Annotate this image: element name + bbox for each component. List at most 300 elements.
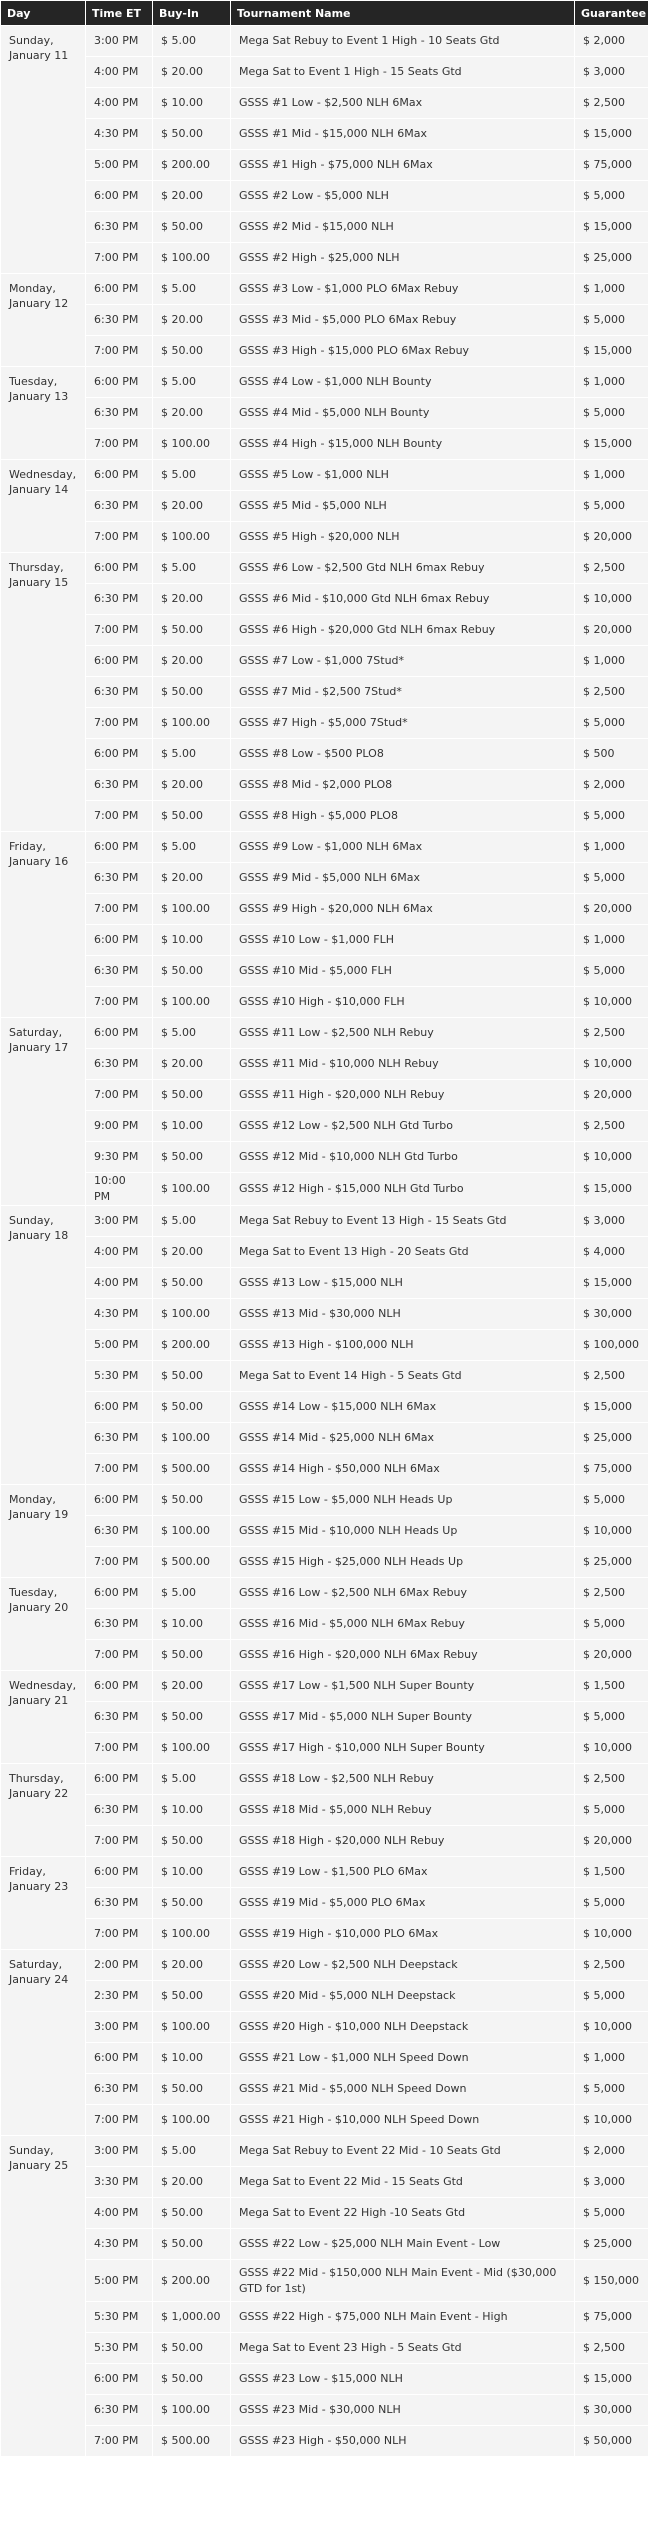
- cell-tournament-name: GSSS #3 Low - $1,000 PLO 6Max Rebuy: [231, 274, 575, 305]
- cell-buy-in: $ 100.00: [153, 243, 231, 274]
- cell-day: Wednesday, January 14: [1, 460, 86, 553]
- table-row: [1, 832, 648, 863]
- cell-time: 6:00 PM: [86, 925, 153, 956]
- cell-guarantee: $ 25,000: [575, 1423, 648, 1454]
- cell-tournament-name: GSSS #20 Low - $2,500 NLH Deepstack: [231, 1950, 575, 1981]
- cell-time: 6:30 PM: [86, 1516, 153, 1547]
- cell-time: 6:30 PM: [86, 677, 153, 708]
- cell-tournament-name: GSSS #14 Low - $15,000 NLH 6Max: [231, 1392, 575, 1423]
- cell-day: Saturday, January 24: [1, 1950, 86, 2136]
- table-row: [1, 1330, 648, 1361]
- cell-guarantee: $ 2,500: [575, 677, 648, 708]
- cell-time: 7:00 PM: [86, 336, 153, 367]
- cell-buy-in: $ 20.00: [153, 1671, 231, 1702]
- cell-day: Sunday, January 25: [1, 2136, 86, 2457]
- cell-time: 2:30 PM: [86, 1981, 153, 2012]
- cell-tournament-name: GSSS #18 High - $20,000 NLH Rebuy: [231, 1826, 575, 1857]
- cell-buy-in: $ 500.00: [153, 2426, 231, 2457]
- cell-guarantee: $ 5,000: [575, 1609, 648, 1640]
- cell-guarantee: $ 5,000: [575, 956, 648, 987]
- cell-buy-in: $ 100.00: [153, 522, 231, 553]
- cell-tournament-name: GSSS #6 Low - $2,500 Gtd NLH 6max Rebuy: [231, 553, 575, 584]
- header-tournament-name: Tournament Name: [231, 1, 575, 26]
- cell-time: 6:00 PM: [86, 274, 153, 305]
- cell-guarantee: $ 10,000: [575, 2012, 648, 2043]
- table-body: [1, 26, 648, 2457]
- cell-tournament-name: GSSS #15 Mid - $10,000 NLH Heads Up: [231, 1516, 575, 1547]
- table-row: [1, 367, 648, 398]
- cell-guarantee: $ 15,000: [575, 1392, 648, 1423]
- table-row: [1, 584, 648, 615]
- cell-time: 7:00 PM: [86, 243, 153, 274]
- cell-guarantee: $ 20,000: [575, 894, 648, 925]
- header-row: [1, 1, 648, 26]
- table-row: [1, 57, 648, 88]
- cell-guarantee: $ 4,000: [575, 1237, 648, 1268]
- cell-tournament-name: GSSS #20 Mid - $5,000 NLH Deepstack: [231, 1981, 575, 2012]
- cell-day: Thursday, January 22: [1, 1764, 86, 1857]
- cell-guarantee: $ 10,000: [575, 1142, 648, 1173]
- table-row: [1, 1268, 648, 1299]
- cell-guarantee: $ 5,000: [575, 2198, 648, 2229]
- cell-day: Saturday, January 17: [1, 1018, 86, 1206]
- cell-tournament-name: GSSS #19 High - $10,000 PLO 6Max: [231, 1919, 575, 1950]
- table-row: [1, 1206, 648, 1237]
- cell-tournament-name: GSSS #1 Mid - $15,000 NLH 6Max: [231, 119, 575, 150]
- cell-tournament-name: Mega Sat to Event 23 High - 5 Seats Gtd: [231, 2333, 575, 2364]
- cell-time: 6:00 PM: [86, 2364, 153, 2395]
- cell-buy-in: $ 5.00: [153, 1764, 231, 1795]
- table-row: [1, 1888, 648, 1919]
- table-row: [1, 987, 648, 1018]
- cell-tournament-name: GSSS #8 Mid - $2,000 PLO8: [231, 770, 575, 801]
- cell-guarantee: $ 1,000: [575, 367, 648, 398]
- cell-time: 6:00 PM: [86, 1485, 153, 1516]
- cell-guarantee: $ 5,000: [575, 398, 648, 429]
- table-header: [1, 1, 648, 26]
- cell-tournament-name: GSSS #17 Low - $1,500 NLH Super Bounty: [231, 1671, 575, 1702]
- cell-guarantee: $ 5,000: [575, 801, 648, 832]
- table-row: [1, 2074, 648, 2105]
- header-guarantee: Guarantee: [575, 1, 648, 26]
- cell-tournament-name: GSSS #13 High - $100,000 NLH: [231, 1330, 575, 1361]
- cell-day: Tuesday, January 20: [1, 1578, 86, 1671]
- cell-tournament-name: GSSS #11 High - $20,000 NLH Rebuy: [231, 1080, 575, 1111]
- cell-buy-in: $ 50.00: [153, 1485, 231, 1516]
- cell-time: 3:00 PM: [86, 2012, 153, 2043]
- cell-buy-in: $ 100.00: [153, 1299, 231, 1330]
- header-time: Time ET: [86, 1, 153, 26]
- cell-time: 6:30 PM: [86, 212, 153, 243]
- cell-time: 6:00 PM: [86, 832, 153, 863]
- cell-tournament-name: GSSS #1 High - $75,000 NLH 6Max: [231, 150, 575, 181]
- cell-time: 4:00 PM: [86, 1268, 153, 1299]
- table-row: [1, 26, 648, 57]
- cell-guarantee: $ 5,000: [575, 1702, 648, 1733]
- cell-buy-in: $ 5.00: [153, 553, 231, 584]
- table-row: [1, 429, 648, 460]
- cell-buy-in: $ 20.00: [153, 770, 231, 801]
- cell-guarantee: $ 1,000: [575, 646, 648, 677]
- cell-guarantee: $ 1,000: [575, 832, 648, 863]
- cell-tournament-name: GSSS #10 Mid - $5,000 FLH: [231, 956, 575, 987]
- cell-tournament-name: GSSS #16 Mid - $5,000 NLH 6Max Rebuy: [231, 1609, 575, 1640]
- cell-guarantee: $ 30,000: [575, 2395, 648, 2426]
- table-row: [1, 2302, 648, 2333]
- cell-guarantee: $ 20,000: [575, 615, 648, 646]
- cell-tournament-name: GSSS #7 Mid - $2,500 7Stud*: [231, 677, 575, 708]
- cell-tournament-name: GSSS #5 High - $20,000 NLH: [231, 522, 575, 553]
- cell-time: 6:30 PM: [86, 584, 153, 615]
- cell-guarantee: $ 15,000: [575, 212, 648, 243]
- cell-tournament-name: GSSS #5 Mid - $5,000 NLH: [231, 491, 575, 522]
- cell-tournament-name: GSSS #9 High - $20,000 NLH 6Max: [231, 894, 575, 925]
- cell-guarantee: $ 75,000: [575, 1454, 648, 1485]
- table-row: [1, 925, 648, 956]
- cell-guarantee: $ 15,000: [575, 1268, 648, 1299]
- table-row: [1, 2198, 648, 2229]
- cell-time: 7:00 PM: [86, 801, 153, 832]
- cell-buy-in: $ 50.00: [153, 677, 231, 708]
- cell-time: 9:00 PM: [86, 1111, 153, 1142]
- table-row: [1, 2395, 648, 2426]
- cell-time: 7:00 PM: [86, 894, 153, 925]
- cell-time: 5:00 PM: [86, 150, 153, 181]
- cell-time: 6:30 PM: [86, 1702, 153, 1733]
- table-row: [1, 1080, 648, 1111]
- cell-tournament-name: GSSS #14 Mid - $25,000 NLH 6Max: [231, 1423, 575, 1454]
- cell-time: 5:30 PM: [86, 2333, 153, 2364]
- cell-guarantee: $ 25,000: [575, 2229, 648, 2260]
- table-row: [1, 1950, 648, 1981]
- cell-buy-in: $ 20.00: [153, 57, 231, 88]
- cell-buy-in: $ 50.00: [153, 1268, 231, 1299]
- cell-day: Monday, January 19: [1, 1485, 86, 1578]
- cell-guarantee: $ 15,000: [575, 119, 648, 150]
- cell-guarantee: $ 1,000: [575, 2043, 648, 2074]
- cell-guarantee: $ 2,500: [575, 1361, 648, 1392]
- cell-buy-in: $ 10.00: [153, 1795, 231, 1826]
- table-row: [1, 305, 648, 336]
- cell-buy-in: $ 5.00: [153, 274, 231, 305]
- cell-buy-in: $ 20.00: [153, 1049, 231, 1080]
- table-row: [1, 615, 648, 646]
- cell-time: 6:00 PM: [86, 1764, 153, 1795]
- cell-guarantee: $ 20,000: [575, 1826, 648, 1857]
- cell-tournament-name: GSSS #18 Low - $2,500 NLH Rebuy: [231, 1764, 575, 1795]
- table-row: [1, 1578, 648, 1609]
- cell-tournament-name: GSSS #21 Mid - $5,000 NLH Speed Down: [231, 2074, 575, 2105]
- cell-guarantee: $ 5,000: [575, 2074, 648, 2105]
- cell-buy-in: $ 20.00: [153, 181, 231, 212]
- cell-day: Wednesday, January 21: [1, 1671, 86, 1764]
- table-row: [1, 1857, 648, 1888]
- cell-tournament-name: GSSS #3 High - $15,000 PLO 6Max Rebuy: [231, 336, 575, 367]
- cell-guarantee: $ 1,000: [575, 274, 648, 305]
- table-row: [1, 2229, 648, 2260]
- table-row: [1, 2043, 648, 2074]
- cell-tournament-name: GSSS #7 Low - $1,000 7Stud*: [231, 646, 575, 677]
- cell-guarantee: $ 5,000: [575, 1981, 648, 2012]
- cell-buy-in: $ 20.00: [153, 305, 231, 336]
- cell-time: 7:00 PM: [86, 708, 153, 739]
- cell-time: 6:00 PM: [86, 1018, 153, 1049]
- cell-time: 5:00 PM: [86, 1330, 153, 1361]
- cell-buy-in: $ 50.00: [153, 2333, 231, 2364]
- cell-buy-in: $ 100.00: [153, 2105, 231, 2136]
- table-row: [1, 119, 648, 150]
- table-row: [1, 1640, 648, 1671]
- table-row: [1, 2167, 648, 2198]
- cell-guarantee: $ 75,000: [575, 150, 648, 181]
- cell-time: 6:30 PM: [86, 770, 153, 801]
- cell-buy-in: $ 10.00: [153, 1609, 231, 1640]
- cell-guarantee: $ 5,000: [575, 305, 648, 336]
- cell-guarantee: $ 3,000: [575, 1206, 648, 1237]
- header-day: Day: [1, 1, 86, 26]
- cell-guarantee: $ 1,000: [575, 460, 648, 491]
- cell-guarantee: $ 5,000: [575, 1485, 648, 1516]
- cell-time: 6:00 PM: [86, 1857, 153, 1888]
- table-row: [1, 2426, 648, 2457]
- cell-buy-in: $ 50.00: [153, 1888, 231, 1919]
- cell-buy-in: $ 20.00: [153, 1950, 231, 1981]
- cell-buy-in: $ 50.00: [153, 801, 231, 832]
- cell-tournament-name: GSSS #22 Low - $25,000 NLH Main Event - Low: [231, 2229, 575, 2260]
- cell-time: 6:00 PM: [86, 739, 153, 770]
- cell-buy-in: $ 50.00: [153, 2198, 231, 2229]
- cell-time: 6:00 PM: [86, 646, 153, 677]
- table-row: [1, 770, 648, 801]
- cell-guarantee: $ 500: [575, 739, 648, 770]
- cell-guarantee: $ 2,000: [575, 770, 648, 801]
- cell-time: 6:00 PM: [86, 553, 153, 584]
- cell-buy-in: $ 100.00: [153, 708, 231, 739]
- cell-time: 7:00 PM: [86, 522, 153, 553]
- cell-tournament-name: GSSS #15 Low - $5,000 NLH Heads Up: [231, 1485, 575, 1516]
- cell-time: 4:30 PM: [86, 1299, 153, 1330]
- table-row: [1, 553, 648, 584]
- cell-buy-in: $ 5.00: [153, 2136, 231, 2167]
- cell-time: 5:30 PM: [86, 1361, 153, 1392]
- cell-buy-in: $ 100.00: [153, 1173, 231, 1206]
- cell-tournament-name: GSSS #10 High - $10,000 FLH: [231, 987, 575, 1018]
- cell-time: 7:00 PM: [86, 1080, 153, 1111]
- cell-time: 4:00 PM: [86, 1237, 153, 1268]
- cell-time: 7:00 PM: [86, 987, 153, 1018]
- cell-buy-in: $ 50.00: [153, 1640, 231, 1671]
- table-row: [1, 1173, 648, 1206]
- cell-tournament-name: Mega Sat to Event 13 High - 20 Seats Gtd: [231, 1237, 575, 1268]
- table-row: [1, 2333, 648, 2364]
- cell-tournament-name: GSSS #18 Mid - $5,000 NLH Rebuy: [231, 1795, 575, 1826]
- cell-guarantee: $ 10,000: [575, 1733, 648, 1764]
- cell-guarantee: $ 10,000: [575, 987, 648, 1018]
- table-row: [1, 677, 648, 708]
- cell-guarantee: $ 25,000: [575, 1547, 648, 1578]
- cell-buy-in: $ 100.00: [153, 429, 231, 460]
- cell-buy-in: $ 50.00: [153, 615, 231, 646]
- cell-guarantee: $ 15,000: [575, 429, 648, 460]
- cell-time: 7:00 PM: [86, 1919, 153, 1950]
- cell-guarantee: $ 3,000: [575, 57, 648, 88]
- cell-guarantee: $ 2,500: [575, 1764, 648, 1795]
- table-row: [1, 1361, 648, 1392]
- table-row: [1, 274, 648, 305]
- table-row: [1, 1981, 648, 2012]
- cell-buy-in: $ 50.00: [153, 1826, 231, 1857]
- cell-guarantee: $ 2,500: [575, 88, 648, 119]
- cell-buy-in: $ 200.00: [153, 1330, 231, 1361]
- cell-tournament-name: GSSS #22 High - $75,000 NLH Main Event - High: [231, 2302, 575, 2333]
- cell-buy-in: $ 5.00: [153, 460, 231, 491]
- cell-time: 4:30 PM: [86, 2229, 153, 2260]
- cell-buy-in: $ 50.00: [153, 119, 231, 150]
- cell-tournament-name: GSSS #2 Low - $5,000 NLH: [231, 181, 575, 212]
- table-row: [1, 1547, 648, 1578]
- table-row: [1, 522, 648, 553]
- cell-buy-in: $ 10.00: [153, 88, 231, 119]
- table-row: [1, 894, 648, 925]
- cell-buy-in: $ 200.00: [153, 2260, 231, 2302]
- cell-time: 4:00 PM: [86, 88, 153, 119]
- cell-time: 3:30 PM: [86, 2167, 153, 2198]
- cell-buy-in: $ 5.00: [153, 26, 231, 57]
- cell-time: 5:00 PM: [86, 2260, 153, 2302]
- cell-tournament-name: Mega Sat to Event 1 High - 15 Seats Gtd: [231, 57, 575, 88]
- cell-tournament-name: GSSS #21 High - $10,000 NLH Speed Down: [231, 2105, 575, 2136]
- cell-buy-in: $ 5.00: [153, 739, 231, 770]
- cell-buy-in: $ 100.00: [153, 2395, 231, 2426]
- table-row: [1, 2364, 648, 2395]
- table-row: [1, 1795, 648, 1826]
- cell-buy-in: $ 5.00: [153, 1018, 231, 1049]
- cell-time: 3:00 PM: [86, 2136, 153, 2167]
- cell-buy-in: $ 500.00: [153, 1454, 231, 1485]
- cell-time: 6:00 PM: [86, 181, 153, 212]
- cell-guarantee: $ 5,000: [575, 1888, 648, 1919]
- cell-tournament-name: Mega Sat to Event 14 High - 5 Seats Gtd: [231, 1361, 575, 1392]
- cell-guarantee: $ 10,000: [575, 584, 648, 615]
- cell-tournament-name: GSSS #13 Low - $15,000 NLH: [231, 1268, 575, 1299]
- cell-guarantee: $ 15,000: [575, 336, 648, 367]
- table-row: [1, 2012, 648, 2043]
- table-row: [1, 1142, 648, 1173]
- cell-buy-in: $ 200.00: [153, 150, 231, 181]
- cell-guarantee: $ 100,000: [575, 1330, 648, 1361]
- cell-buy-in: $ 50.00: [153, 956, 231, 987]
- cell-buy-in: $ 50.00: [153, 2364, 231, 2395]
- cell-time: 6:00 PM: [86, 367, 153, 398]
- cell-guarantee: $ 3,000: [575, 2167, 648, 2198]
- cell-time: 7:00 PM: [86, 1826, 153, 1857]
- cell-day: Sunday, January 11: [1, 26, 86, 274]
- cell-buy-in: $ 5.00: [153, 367, 231, 398]
- cell-tournament-name: GSSS #12 High - $15,000 NLH Gtd Turbo: [231, 1173, 575, 1206]
- cell-tournament-name: GSSS #5 Low - $1,000 NLH: [231, 460, 575, 491]
- table-row: [1, 1392, 648, 1423]
- cell-buy-in: $ 20.00: [153, 2167, 231, 2198]
- table-row: [1, 956, 648, 987]
- cell-tournament-name: Mega Sat Rebuy to Event 22 Mid - 10 Seats Gtd: [231, 2136, 575, 2167]
- cell-guarantee: $ 2,500: [575, 1950, 648, 1981]
- table-row: [1, 212, 648, 243]
- cell-tournament-name: GSSS #2 Mid - $15,000 NLH: [231, 212, 575, 243]
- table-row: [1, 1609, 648, 1640]
- cell-tournament-name: GSSS #9 Low - $1,000 NLH 6Max: [231, 832, 575, 863]
- cell-time: 7:00 PM: [86, 1733, 153, 1764]
- cell-guarantee: $ 5,000: [575, 708, 648, 739]
- cell-guarantee: $ 2,500: [575, 1018, 648, 1049]
- cell-tournament-name: GSSS #6 High - $20,000 Gtd NLH 6max Rebuy: [231, 615, 575, 646]
- cell-time: 6:30 PM: [86, 491, 153, 522]
- table-row: [1, 2136, 648, 2167]
- table-row: [1, 1111, 648, 1142]
- cell-guarantee: $ 20,000: [575, 522, 648, 553]
- cell-time: 6:00 PM: [86, 1392, 153, 1423]
- cell-buy-in: $ 50.00: [153, 2229, 231, 2260]
- cell-tournament-name: GSSS #6 Mid - $10,000 Gtd NLH 6max Rebuy: [231, 584, 575, 615]
- cell-tournament-name: Mega Sat to Event 22 High -10 Seats Gtd: [231, 2198, 575, 2229]
- cell-time: 5:30 PM: [86, 2302, 153, 2333]
- cell-day: Friday, January 23: [1, 1857, 86, 1950]
- cell-buy-in: $ 5.00: [153, 1206, 231, 1237]
- cell-time: 7:00 PM: [86, 1547, 153, 1578]
- cell-tournament-name: GSSS #8 Low - $500 PLO8: [231, 739, 575, 770]
- cell-tournament-name: GSSS #2 High - $25,000 NLH: [231, 243, 575, 274]
- cell-day: Sunday, January 18: [1, 1206, 86, 1485]
- cell-tournament-name: GSSS #23 Low - $15,000 NLH: [231, 2364, 575, 2395]
- table-row: [1, 708, 648, 739]
- cell-day: Friday, January 16: [1, 832, 86, 1018]
- cell-tournament-name: GSSS #23 High - $50,000 NLH: [231, 2426, 575, 2457]
- cell-guarantee: $ 75,000: [575, 2302, 648, 2333]
- cell-time: 7:00 PM: [86, 2426, 153, 2457]
- cell-tournament-name: GSSS #12 Low - $2,500 NLH Gtd Turbo: [231, 1111, 575, 1142]
- cell-time: 6:30 PM: [86, 2395, 153, 2426]
- cell-guarantee: $ 20,000: [575, 1640, 648, 1671]
- cell-buy-in: $ 100.00: [153, 894, 231, 925]
- cell-guarantee: $ 10,000: [575, 1516, 648, 1547]
- cell-tournament-name: GSSS #15 High - $25,000 NLH Heads Up: [231, 1547, 575, 1578]
- table-row: [1, 801, 648, 832]
- cell-buy-in: $ 50.00: [153, 1702, 231, 1733]
- table-row: [1, 1454, 648, 1485]
- header-buy-in: Buy-In: [153, 1, 231, 26]
- table-row: [1, 1919, 648, 1950]
- cell-day: Thursday, January 15: [1, 553, 86, 832]
- cell-time: 6:30 PM: [86, 863, 153, 894]
- cell-time: 6:00 PM: [86, 1671, 153, 1702]
- cell-tournament-name: GSSS #10 Low - $1,000 FLH: [231, 925, 575, 956]
- cell-buy-in: $ 10.00: [153, 925, 231, 956]
- table-row: [1, 1733, 648, 1764]
- cell-time: 4:00 PM: [86, 57, 153, 88]
- cell-tournament-name: GSSS #23 Mid - $30,000 NLH: [231, 2395, 575, 2426]
- cell-buy-in: $ 50.00: [153, 336, 231, 367]
- cell-guarantee: $ 2,000: [575, 26, 648, 57]
- cell-guarantee: $ 25,000: [575, 243, 648, 274]
- cell-guarantee: $ 5,000: [575, 491, 648, 522]
- cell-tournament-name: GSSS #11 Low - $2,500 NLH Rebuy: [231, 1018, 575, 1049]
- cell-guarantee: $ 150,000: [575, 2260, 648, 2302]
- table-row: [1, 1764, 648, 1795]
- cell-tournament-name: GSSS #19 Low - $1,500 PLO 6Max: [231, 1857, 575, 1888]
- cell-guarantee: $ 5,000: [575, 181, 648, 212]
- cell-guarantee: $ 2,000: [575, 2136, 648, 2167]
- cell-buy-in: $ 100.00: [153, 1919, 231, 1950]
- cell-tournament-name: GSSS #1 Low - $2,500 NLH 6Max: [231, 88, 575, 119]
